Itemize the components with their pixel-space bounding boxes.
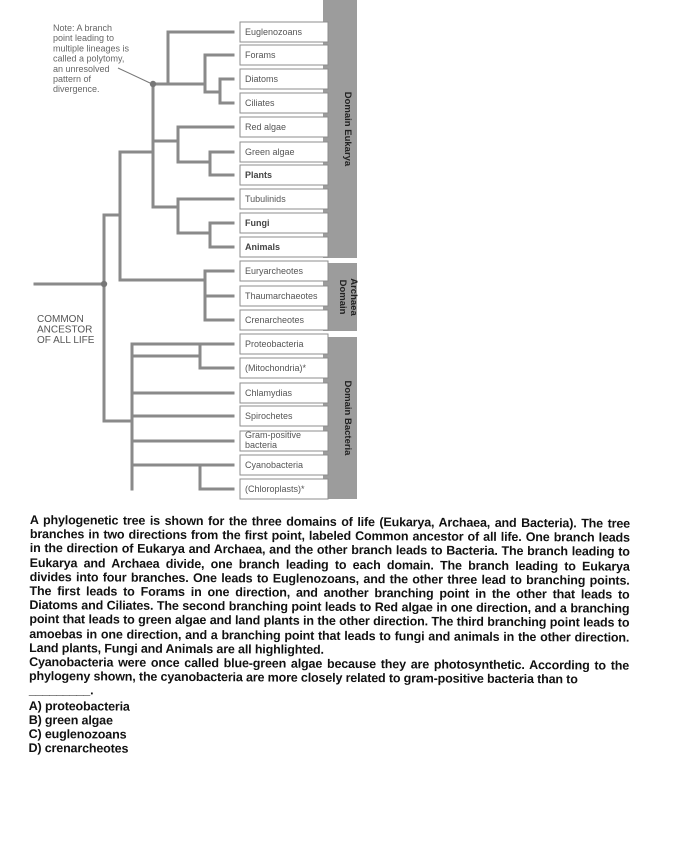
leaf-green-algae: [240, 142, 328, 162]
option-d[interactable]: D) crenarcheotes: [28, 741, 129, 756]
note-pointer-line: [118, 68, 150, 83]
leaf-fungi: [240, 213, 328, 233]
leaf-diatoms: [240, 69, 328, 89]
note-line: point leading to: [53, 33, 115, 44]
leaf-label: Diatoms: [245, 74, 279, 84]
leaf-label: Cyanobacteria: [245, 460, 304, 470]
leaf-label: Tubulinids: [245, 194, 286, 204]
question-stem-text: Cyanobacteria were once called blue-green algae because they are photosynthetic. According to the phylogeny shown, the cyanobacteria are more closely related to gram-positive bacteria than to: [28, 655, 630, 687]
leaf-label: Gram-positive: [245, 430, 302, 440]
leaf-label: Animals: [245, 242, 281, 252]
leaf-label: (Chloroplasts)*: [245, 484, 305, 494]
leaf-spirochetes: [240, 406, 328, 426]
leaf-label: Chlamydias: [245, 388, 293, 398]
leaf-label: Fungi: [245, 218, 270, 228]
common-ancestor-label: [37, 314, 95, 346]
leaf-label: Forams: [245, 50, 276, 60]
leaf-animals: [240, 237, 328, 257]
leaf-label: Spirochetes: [245, 411, 293, 421]
polytomy-node: [150, 81, 156, 87]
leaf-label: Proteobacteria: [245, 339, 304, 349]
note-line: called a polytomy,: [53, 53, 125, 64]
leaf-euryarcheotes: [240, 261, 328, 281]
domain-label-line: Archaea: [348, 278, 359, 316]
leaf-forams: [240, 45, 328, 65]
answer-options: [29, 699, 629, 759]
note-line: multiple lineages is: [53, 43, 130, 54]
leaf-label: Red algae: [245, 122, 287, 132]
note-line: divergence.: [53, 84, 100, 95]
leaf-plants: [240, 165, 328, 185]
option-a[interactable]: A) proteobacteria: [28, 698, 130, 714]
leaf-chloroplasts: [240, 479, 328, 499]
leaf-tubulinids: [240, 189, 328, 209]
leaf-gram-positive-bacteria: [240, 430, 328, 451]
leaf-label: Plants: [245, 170, 273, 180]
leaf-crenarcheotes: [240, 310, 328, 330]
leaf-chlamydias: [240, 383, 328, 403]
leaf-ciliates: [240, 93, 328, 113]
leaf-proteobacteria: [240, 334, 328, 354]
domain-label-line: Domain Eukarya: [342, 91, 353, 167]
domain-label-archaea: [337, 278, 359, 316]
leaf-euglenozoans: [240, 22, 328, 42]
option-c[interactable]: C) euglenozoans: [28, 727, 127, 742]
leaf-red-algae: [240, 117, 328, 137]
note-line: an unresolved: [53, 63, 110, 74]
leaf-label: Ciliates: [245, 98, 275, 108]
question-stem: [29, 655, 629, 701]
leaf-label: (Mitochondria)*: [245, 363, 307, 373]
ancestor-line: OF ALL LIFE: [37, 335, 95, 346]
leaf-label: Thaumarchaeotes: [245, 291, 318, 301]
domain-label-bacteria: [342, 381, 353, 457]
root-node: [101, 281, 107, 287]
leaf-label: bacteria: [245, 440, 278, 450]
leaf-cyanobacteria: [240, 455, 328, 475]
answer-blank: _________.: [28, 683, 94, 698]
leaf-label: Euglenozoans: [245, 27, 303, 37]
domain-label-eukarya: [342, 92, 353, 167]
domain-label-line: Domain Bacteria: [342, 380, 353, 456]
leaf-mitochondria: [240, 358, 328, 378]
leaf-thaumarchaeotes: [240, 286, 328, 306]
question-paragraph: A phylogenetic tree is shown for the three domains of life (Eukarya, Archaea, and Bacteria). The tree branches in two directions from the first point, labeled Common ancestor of all life. One branch leads in the direction of Eukarya and Archaea, and the other branch leads to Bacteria. The branch leading to Eukarya and Archaea divide, one branch leading to each domain. The branch leading to Eukarya divides into four branches. One leads to Euglenozoans, and the other three lead to branching points. The first leads to Forams in one direction, and another branching point in the other that leads to Diatoms and Ciliates. The second branching point leads to Red algae in one direction, and a branching point that leads to green algae and land plants in the other direction. The third branching point leads to amoebas in one direction, and a branching point that leads to fungi and animals in the other direction. Land plants, Fungi and Animals are all highlighted.: [29, 513, 630, 657]
question-block: [29, 513, 630, 759]
ancestor-line: ANCESTOR: [37, 324, 93, 336]
domain-label-line: Domain: [337, 279, 348, 315]
leaf-label: Green algae: [245, 147, 295, 157]
leaf-label: Euryarcheotes: [245, 266, 304, 276]
polytomy-note: [53, 23, 130, 94]
ancestor-line: COMMON: [37, 314, 84, 325]
note-line: pattern of: [53, 74, 92, 84]
leaf-label: Crenarcheotes: [245, 315, 305, 325]
option-b[interactable]: B) green algae: [28, 712, 113, 728]
note-line: Note: A branch: [53, 23, 113, 33]
